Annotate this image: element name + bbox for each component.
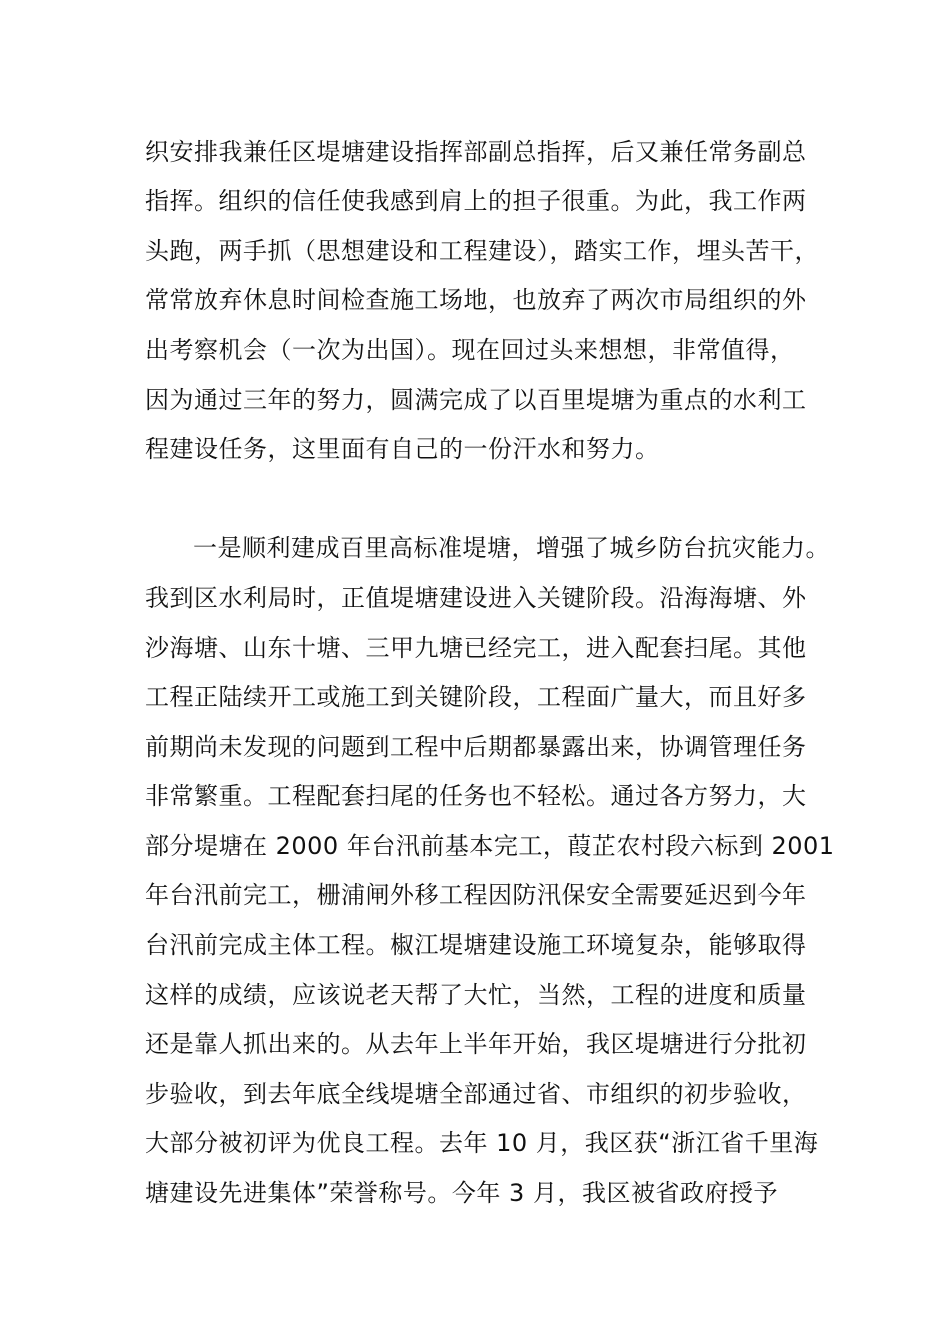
text-line: 年台汛前完工，栅浦闸外移工程因防汛保安全需要延迟到今年	[145, 881, 807, 909]
text-line: 程建设任务，这里面有自己的一份汗水和努力。	[145, 435, 660, 463]
text-line: 指挥。组织的信任使我感到肩上的担子很重。为此，我工作两	[145, 187, 807, 215]
text-line: 前期尚未发现的问题到工程中后期都暴露出来，协调管理任务	[145, 733, 807, 761]
text-line: 这样的成绩，应该说老天帮了大忙，当然，工程的进度和质量	[145, 981, 807, 1009]
text-line: 还是靠人抓出来的。从去年上半年开始，我区堤塘进行分批初	[145, 1030, 807, 1058]
text-line: 织安排我兼任区堤塘建设指挥部副总指挥，后又兼任常务副总	[145, 138, 807, 166]
text-line: 步验收，到去年底全线堤塘全部通过省、市组织的初步验收，	[145, 1080, 807, 1108]
text-line: 常常放弃休息时间检查施工场地，也放弃了两次市局组织的外	[145, 286, 807, 314]
text-line: 我到区水利局时，正值堤塘建设进入关键阶段。沿海海塘、外	[145, 584, 807, 612]
text-line: 工程正陆续开工或施工到关键阶段，工程面广量大，而且好多	[145, 683, 807, 711]
text-line: 一是顺利建成百里高标准堤塘，增强了城乡防台抗灾能力。	[193, 534, 830, 562]
text-line: 塘建设先进集体”荣誉称号。今年 3 月，我区被省政府授予	[145, 1179, 778, 1207]
text-line: 头跑，两手抓（思想建设和工程建设），踏实工作，埋头苦干，	[145, 237, 819, 265]
text-line: 因为通过三年的努力，圆满完成了以百里堤塘为重点的水利工	[145, 386, 807, 414]
text-line: 非常繁重。工程配套扫尾的任务也不轻松。通过各方努力，大	[145, 782, 807, 810]
text-line: 大部分被初评为优良工程。去年 10 月，我区获“浙江省千里海	[145, 1129, 819, 1157]
text-line: 台汛前完成主体工程。椒江堤塘建设施工环境复杂，能够取得	[145, 931, 807, 959]
text-line: 部分堤塘在 2000 年台汛前基本完工，葭芷农村段六标到 2001	[145, 832, 835, 860]
text-line: 沙海塘、山东十塘、三甲九塘已经完工，进入配套扫尾。其他	[145, 634, 807, 662]
text-line: 出考察机会（一次为出国）。现在回过头来想想，非常值得，	[145, 336, 795, 364]
